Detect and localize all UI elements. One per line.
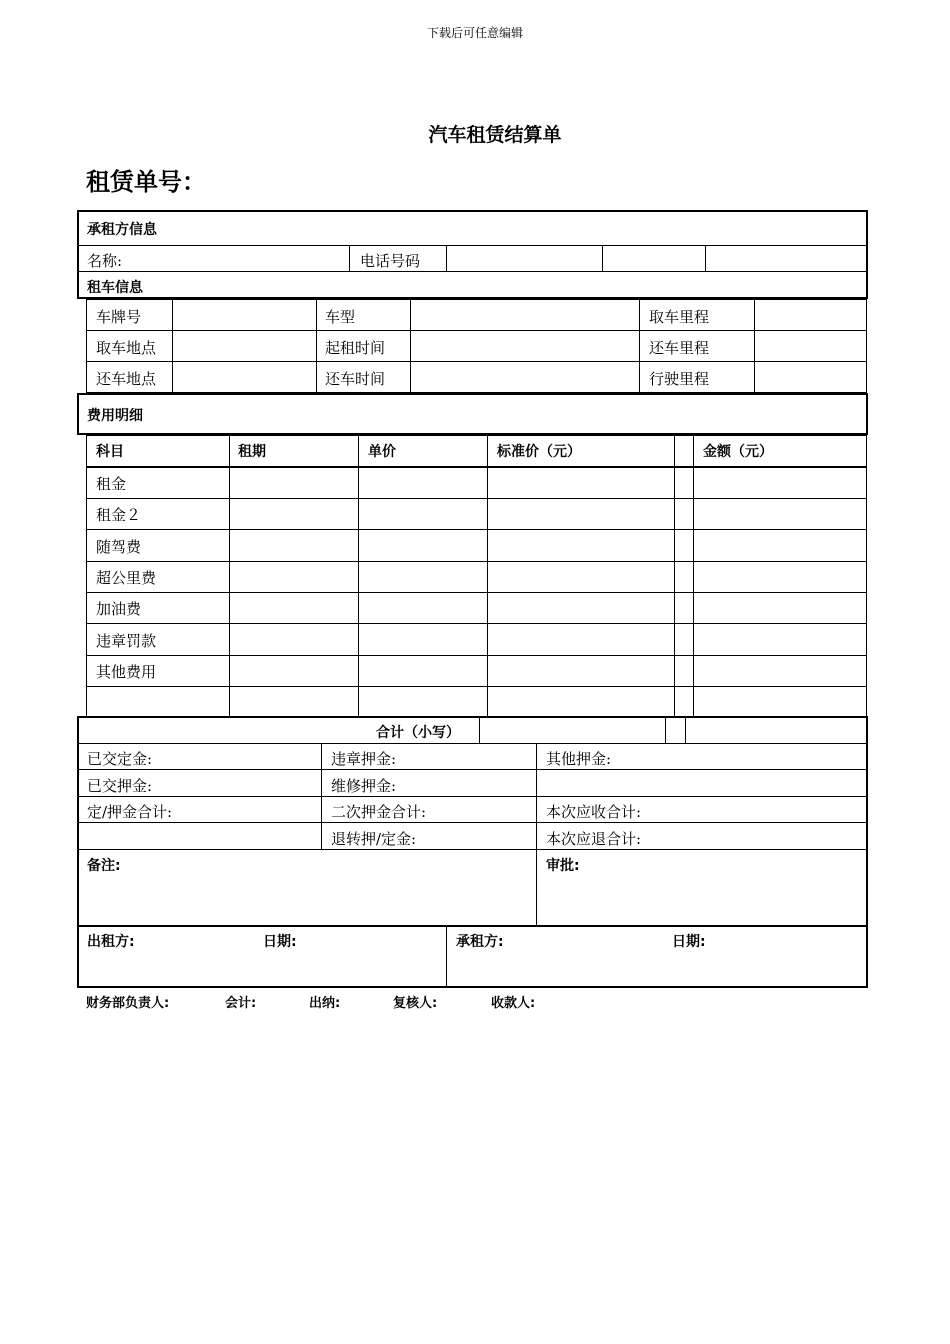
fees-header-unit-price: 单价 (368, 444, 396, 460)
lessee-date-label: 日期: (672, 934, 706, 950)
fee-item-rent: 租金 (96, 475, 127, 493)
start-time-label: 起租时间 (325, 339, 386, 357)
fees-header-amount: 金额（元） (703, 444, 773, 460)
remarks-field[interactable] (80, 875, 534, 923)
lessor-date-label: 日期: (263, 934, 297, 950)
plate-label: 车牌号 (96, 308, 142, 326)
refund-total-label: 本次应退合计: (546, 830, 642, 848)
reviewer-label: 复核人: (393, 996, 438, 1011)
fees-section (77, 393, 868, 435)
rental-section-title: 租车信息 (87, 280, 143, 296)
page-title: 汽车租赁结算单 (428, 124, 562, 146)
fees-header-subject: 科目 (96, 444, 124, 460)
fees-table (86, 434, 867, 718)
header-note: 下载后可任意编辑 (426, 26, 523, 40)
cashier-label: 出纳: (309, 996, 341, 1011)
other-deposit-label: 其他押金: (546, 750, 612, 768)
driven-mileage-label: 行驶里程 (649, 370, 710, 388)
name-label: 名称: (87, 252, 123, 270)
payee-label: 收款人: (491, 996, 536, 1011)
total-amount-field[interactable] (481, 719, 663, 741)
total-label: 合计（小写） (376, 725, 460, 741)
receivable-total-label: 本次应收合计: (546, 803, 642, 821)
lessor-signature-label: 出租方: (87, 934, 135, 950)
fees-section-title: 费用明细 (87, 408, 143, 424)
pickup-mileage-label: 取车里程 (649, 308, 710, 326)
repair-deposit-label: 维修押金: (331, 777, 397, 795)
transfer-deposit-label: 退转押/定金: (331, 830, 417, 848)
return-time-label: 还车时间 (325, 370, 386, 388)
fee-item-excess-mileage: 超公里费 (96, 569, 157, 587)
paid-guarantee-label: 已交押金: (87, 777, 153, 795)
phone-label: 电话号码 (360, 252, 421, 270)
approval-label: 审批: (546, 858, 580, 874)
deposit-total-label: 定/押金合计: (87, 803, 173, 821)
fee-item-fuel: 加油费 (96, 600, 142, 618)
name-field[interactable] (150, 247, 345, 270)
order-number-label: 租赁单号： (86, 168, 206, 196)
fees-header-standard-price: 标准价（元） (497, 444, 581, 460)
lessee-signature-label: 承租方: (456, 934, 504, 950)
fee-item-rent-2: 租金２ (96, 506, 142, 524)
rental-info-grid (86, 299, 867, 393)
fee-item-driver: 随驾费 (96, 538, 142, 556)
pickup-place-label: 取车地点 (96, 339, 157, 357)
lessee-section-title: 承租方信息 (87, 222, 157, 238)
finance-head-label: 财务部负责人: (86, 996, 170, 1011)
model-label: 车型 (325, 308, 356, 326)
return-place-label: 还车地点 (96, 370, 157, 388)
fee-item-violation-fine: 违章罚款 (96, 632, 157, 650)
paid-deposit-label: 已交定金: (87, 750, 153, 768)
return-mileage-label: 还车里程 (649, 339, 710, 357)
phone-field[interactable] (448, 247, 600, 270)
accountant-label: 会计: (225, 996, 257, 1011)
violation-deposit-label: 违章押金: (331, 750, 397, 768)
fee-item-other: 其他费用 (96, 663, 157, 681)
second-deposit-total-label: 二次押金合计: (331, 803, 427, 821)
fees-header-period: 租期 (238, 444, 266, 460)
remarks-label: 备注: (87, 858, 121, 874)
